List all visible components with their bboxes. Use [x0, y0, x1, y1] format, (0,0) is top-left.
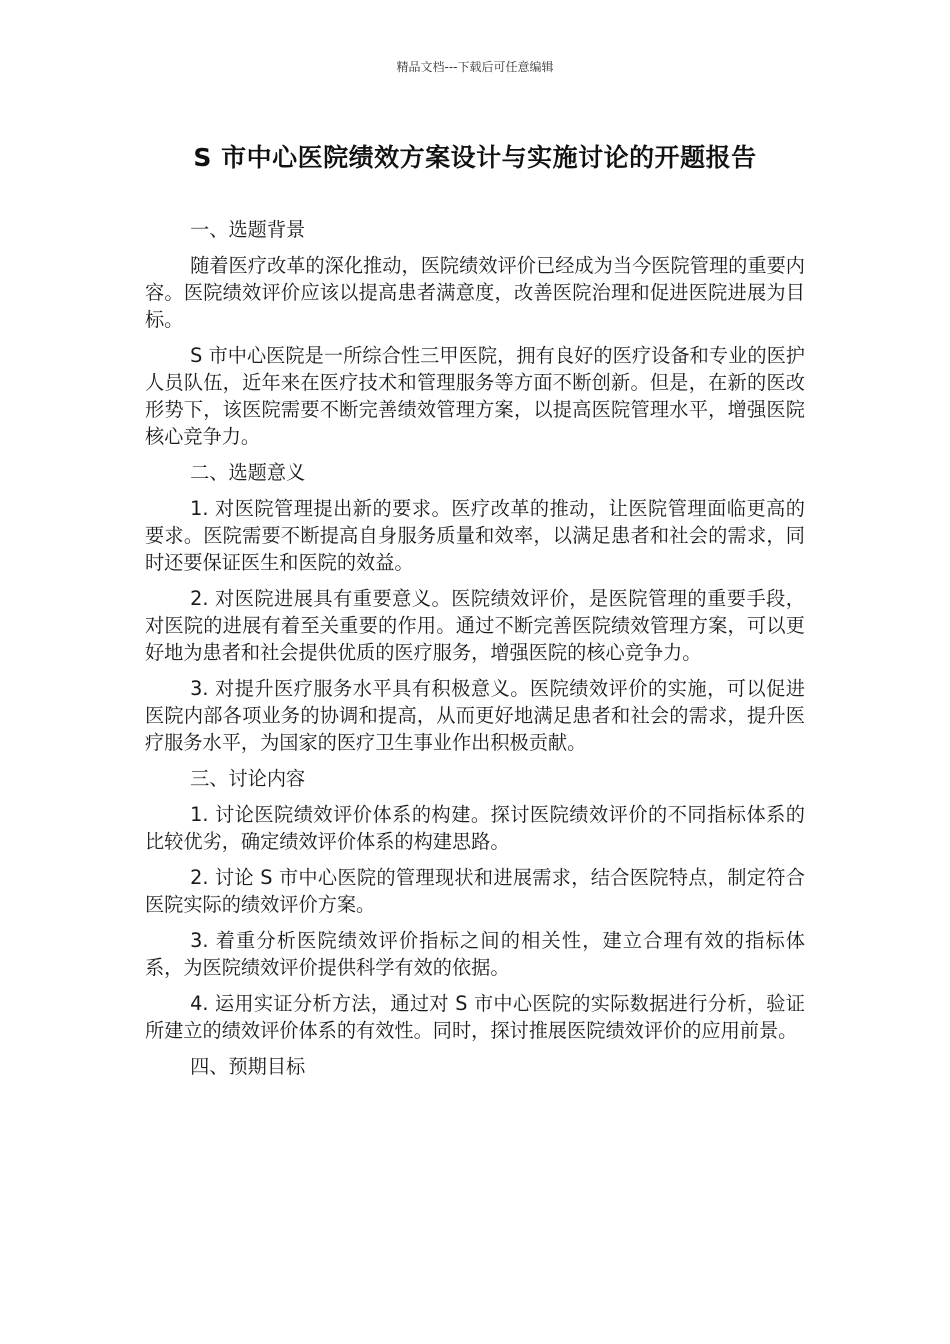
paragraph: 1. 讨论医院绩效评价体系的构建。探讨医院绩效评价的不同指标体系的比较优劣，确定绩效评价体系的构建思路。 — [145, 803, 805, 853]
paragraph: 随着医疗改革的深化推动，医院绩效评价已经成为当今医院管理的重要内容。医院绩效评价应该以提高患者满意度，改善医院治理和促进医院进展为目标。 — [145, 254, 805, 331]
header-note: 精品文档---下载后可任意编辑 — [396, 60, 554, 74]
paragraph: 2. 讨论 S 市中心医院的管理现状和进展需求，结合医院特点，制定符合医院实际的绩效评价方案。 — [145, 866, 805, 916]
paragraph: 1. 对医院管理提出新的要求。医疗改革的推动，让医院管理面临更高的要求。医院需要不断提高自身服务质量和效率，以满足患者和社会的需求，同时还要保证医生和医院的效益。 — [145, 497, 805, 574]
paragraph: S 市中心医院是一所综合性三甲医院，拥有良好的医疗设备和专业的医护人员队伍，近年来在医疗技术和管理服务等方面不断创新。但是，在新的医改形势下，该医院需要不断完善绩效管理方案，以提高医院管理水平，增强医院核心竞争力。 — [145, 344, 805, 448]
document-title: S 市中心医院绩效方案设计与实施讨论的开题报告 — [193, 143, 757, 172]
paragraph: 3. 着重分析医院绩效评价指标之间的相关性，建立合理有效的指标体系，为医院绩效评价提供科学有效的依据。 — [145, 929, 805, 979]
section-heading-background: 一、选题背景 — [190, 218, 306, 241]
paragraph: 4. 运用实证分析方法，通过对 S 市中心医院的实际数据进行分析，验证所建立的绩效评价体系的有效性。同时，探讨推展医院绩效评价的应用前景。 — [145, 992, 805, 1042]
paragraph: 3. 对提升医疗服务水平具有积极意义。医院绩效评价的实施，可以促进医院内部各项业务的协调和提高，从而更好地满足患者和社会的需求，提升医疗服务水平，为国家的医疗卫生事业作出积极贡献。 — [145, 677, 805, 754]
section-heading-expected-goals: 四、预期目标 — [190, 1055, 306, 1078]
paragraph: 2. 对医院进展具有重要意义。医院绩效评价，是医院管理的重要手段，对医院的进展有着至关重要的作用。通过不断完善医院绩效管理方案，可以更好地为患者和社会提供优质的医疗服务，增强医院的核心竞争力。 — [145, 587, 805, 664]
section-heading-significance: 二、选题意义 — [190, 461, 306, 484]
section-heading-research-content: 三、讨论内容 — [190, 767, 306, 790]
document-body — [145, 216, 805, 1089]
